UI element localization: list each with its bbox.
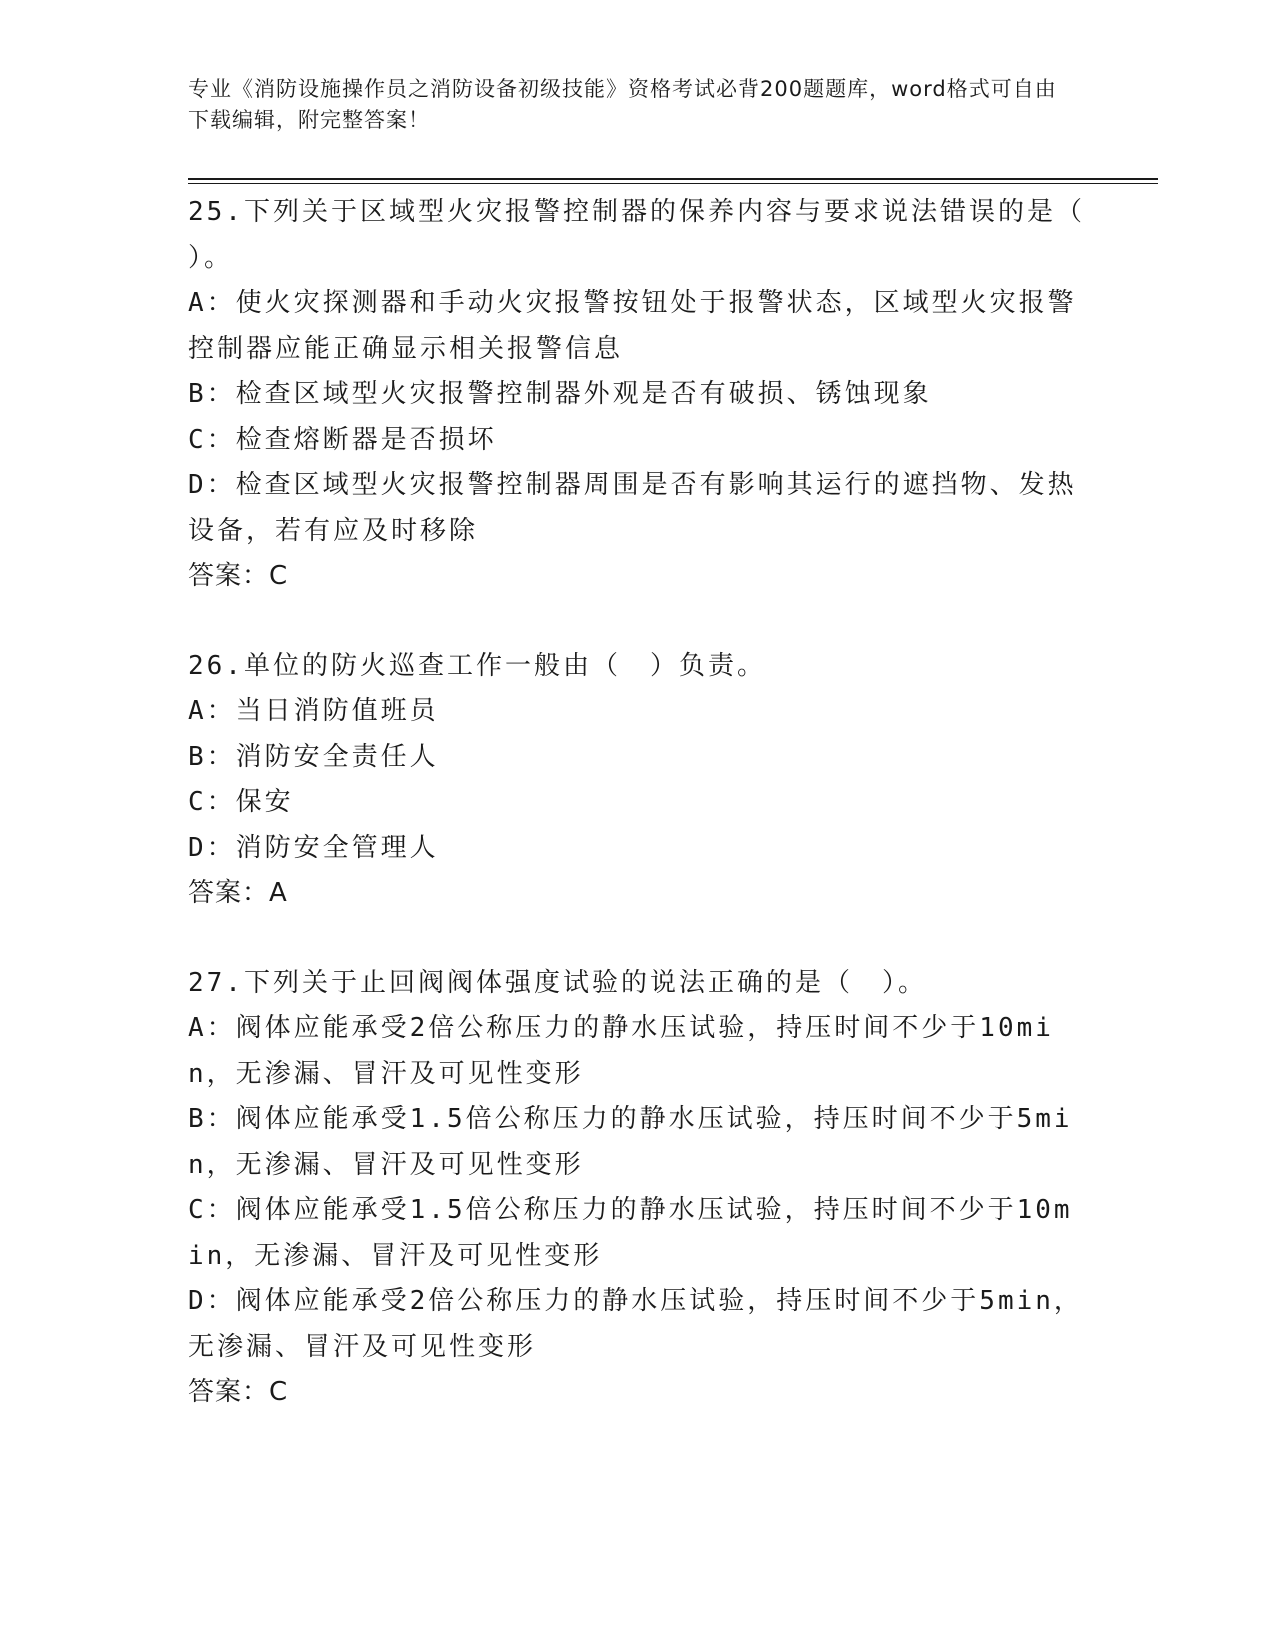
question-27 — [188, 961, 1088, 1416]
option-a: A：阀体应能承受2倍公称压力的静水压试验，持压时间不少于10min，无渗漏、冒汗及可见性变形 — [188, 1013, 1054, 1089]
question-25 — [188, 190, 1088, 600]
option-b: B：阀体应能承受1.5倍公称压力的静水压试验，持压时间不少于5min，无渗漏、冒汗及可见性变形 — [188, 1104, 1073, 1180]
option-d: D：阀体应能承受2倍公称压力的静水压试验，持压时间不少于5min，无渗漏、冒汗及可见性变形 — [188, 1286, 1083, 1362]
question-stem: 27.下列关于止回阀阀体强度试验的说法正确的是（ ）。 — [188, 967, 927, 998]
header-divider-thin — [188, 183, 1158, 184]
option-d: D：检查区域型火灾报警控制器周围是否有影响其运行的遮挡物、发热设备，若有应及时移除 — [188, 470, 1077, 546]
question-list — [188, 190, 1088, 1460]
option-d: D：消防安全管理人 — [188, 832, 439, 863]
option-b: B：检查区域型火灾报警控制器外观是否有破损、锈蚀现象 — [188, 379, 932, 409]
header-divider-thick — [188, 178, 1158, 180]
option-a: A：使火灾探测器和手动火灾报警按钮处于报警状态，区域型火灾报警控制器应能正确显示相关报警信息 — [188, 288, 1077, 364]
answer-line: 答案：C — [188, 1377, 289, 1407]
question-stem: 25.下列关于区域型火灾报警控制器的保养内容与要求说法错误的是（ ）。 — [188, 197, 1085, 273]
option-b: B：消防安全责任人 — [188, 741, 439, 772]
option-c: C：阀体应能承受1.5倍公称压力的静水压试验，持压时间不少于10min，无渗漏、冒汗及可见性变形 — [188, 1195, 1073, 1271]
option-c: C：保安 — [188, 787, 294, 817]
question-stem: 26.单位的防火巡查工作一般由（ ）负责。 — [188, 650, 766, 681]
answer-line: 答案：A — [188, 878, 288, 908]
option-a: A：当日消防值班员 — [188, 696, 439, 726]
answer-line: 答案：C — [188, 561, 289, 591]
option-c: C：检查熔断器是否损坏 — [188, 424, 497, 455]
question-26 — [188, 644, 1088, 917]
document-header: 专业《消防设施操作员之消防设备初级技能》资格考试必背200题题库，word格式可自由下载编辑，附完整答案！ — [188, 77, 1057, 132]
